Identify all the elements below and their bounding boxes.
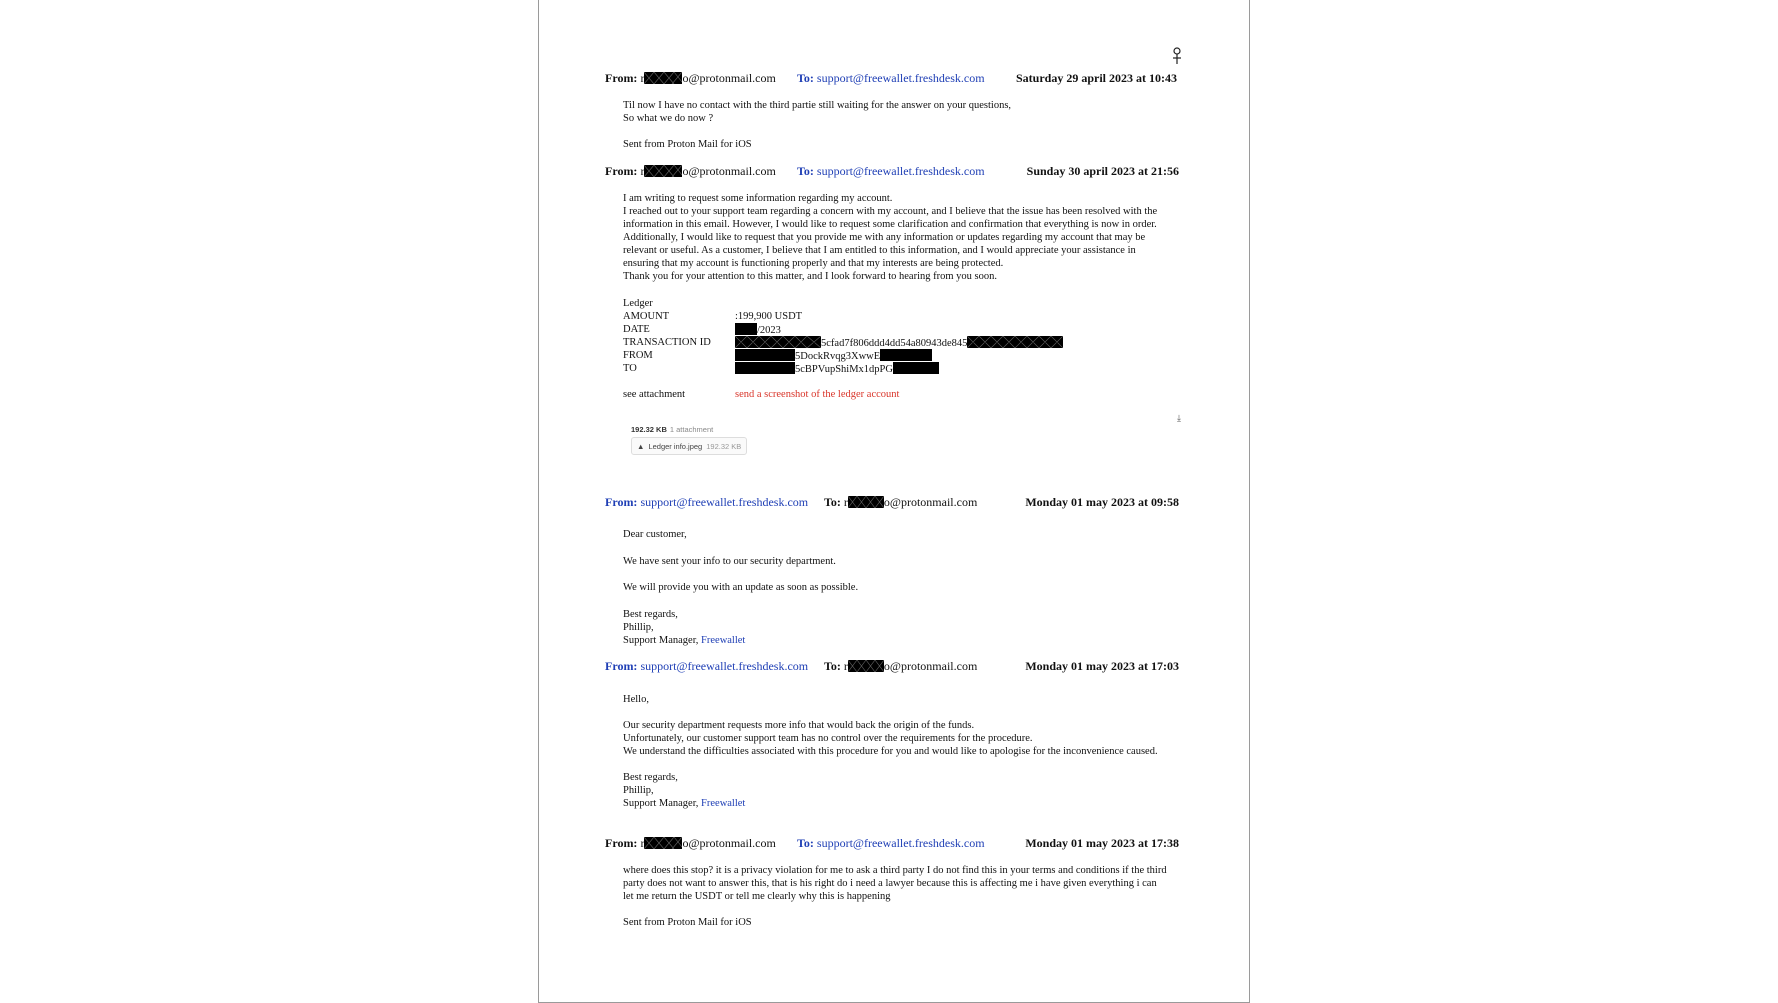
- attachment-note: send a screenshot of the ledger account: [735, 389, 900, 400]
- body-line: I am writing to request some information regarding my account.: [623, 193, 893, 204]
- image-icon: ▲: [637, 441, 645, 451]
- body-line: [623, 541, 858, 555]
- body-line: We understand the difficulties associated with this procedure for you and would like to apologise for the inconvenience caused.: [623, 746, 1158, 757]
- email-1-header: [605, 71, 776, 86]
- body-line: Best regards,: [623, 608, 678, 620]
- freewallet-link[interactable]: Freewallet: [701, 634, 746, 646]
- email-3-to: [824, 495, 977, 510]
- email-4-date: Monday 01 may 2023 at 17:03: [1025, 659, 1179, 673]
- body-line: Til now I have no contact with the third partie still waiting for the answer on your questions,: [623, 100, 1012, 111]
- email-5-date: Monday 01 may 2023 at 17:38: [1025, 836, 1179, 850]
- email-2-to: [797, 164, 985, 179]
- email-3-body: [623, 528, 858, 647]
- redaction: [880, 349, 932, 361]
- ledger-value: :199,900 USDT: [735, 311, 803, 322]
- body-line: relevant or useful. As a customer, I believe that I am entitled to this information, and I would appreciate your assistance in: [623, 245, 1136, 256]
- to-address[interactable]: support@freewallet.freshdesk.com: [816, 71, 985, 85]
- body-line: where does this stop? it is a privacy violation for me to ask a third party I do not find this in your terms and conditions if the third: [623, 865, 1167, 876]
- redaction: [893, 362, 939, 374]
- redaction: [735, 362, 795, 374]
- body-line: So what we do now ?: [623, 113, 714, 124]
- from-address[interactable]: support@freewallet.freshdesk.com: [640, 495, 809, 509]
- to-address[interactable]: support@freewallet.freshdesk.com: [816, 164, 985, 178]
- redaction: [967, 336, 1063, 348]
- body-line: ensuring that my account is functioning properly and that my interests are being protected.: [623, 258, 1004, 269]
- to-address[interactable]: r o@protonmail.com: [843, 495, 978, 509]
- from-address[interactable]: support@freewallet.freshdesk.com: [640, 659, 809, 673]
- person-icon: [1171, 47, 1183, 65]
- download-icon[interactable]: ⤓: [1177, 413, 1181, 423]
- redaction: [644, 837, 682, 849]
- redaction: [848, 496, 884, 508]
- attachment-summary: [631, 419, 713, 437]
- attachment-size: 192.32 KB: [631, 425, 667, 434]
- body-line: information in this email. However, I would like to request some clarification and confirmation that everything is now in order.: [623, 219, 1157, 230]
- email-5-header: [605, 836, 776, 851]
- email-1-to: [797, 71, 985, 86]
- ledger-title: Ledger: [623, 298, 653, 309]
- attachment-file-size: 192.32 KB: [706, 441, 742, 451]
- signature: Support Manager, Freewallet: [623, 798, 746, 809]
- ledger-value: 5cfad7f806ddd4dd54a80943de845: [735, 336, 1063, 350]
- body-line: Phillip,: [623, 621, 654, 633]
- to-label: To:: [797, 164, 814, 178]
- attachment-panel: [621, 413, 1181, 463]
- to-label: To:: [797, 836, 814, 850]
- ledger-key: FROM: [623, 350, 653, 361]
- ledger-key: TRANSACTION ID: [623, 337, 711, 348]
- to-address[interactable]: support@freewallet.freshdesk.com: [816, 836, 985, 850]
- body-line: Our security department requests more info that would back the origin of the funds.: [623, 720, 975, 731]
- redaction: [644, 165, 682, 177]
- to-address[interactable]: r o@protonmail.com: [843, 659, 978, 673]
- redaction: [735, 336, 821, 348]
- ledger-value: 5cBPVupShiMx1dpPG: [735, 362, 939, 376]
- signature: Support Manager, Freewallet: [623, 634, 746, 646]
- email-2-header: [605, 164, 776, 179]
- body-line: We have sent your info to our security department.: [623, 555, 836, 567]
- body-line: [623, 125, 1011, 138]
- document-page: [538, 0, 1250, 1003]
- body-line: I reached out to your support team regarding a concern with my account, and I believe that the issue has been resolved with the: [623, 206, 1158, 217]
- redaction: [848, 660, 884, 672]
- to-label: To:: [824, 495, 841, 509]
- to-label: To:: [797, 71, 814, 85]
- freewallet-link[interactable]: Freewallet: [701, 798, 746, 809]
- attachment-chip[interactable]: [631, 437, 747, 455]
- from-label: From:: [605, 164, 638, 178]
- from-address[interactable]: r o@protonmail.com: [640, 836, 776, 850]
- email-3-header: [605, 495, 808, 510]
- ledger-key: DATE: [623, 324, 650, 335]
- body-line: Phillip,: [623, 785, 654, 796]
- body-line: [623, 706, 1158, 719]
- redaction: [735, 323, 757, 335]
- body-line: party does not want to answer this, that is his right do i need a lawyer because this is affecting me i have given everything i can: [623, 878, 1157, 889]
- body-line: Sent from Proton Mail for iOS: [623, 139, 752, 150]
- body-line: [623, 594, 858, 608]
- from-label: From:: [605, 836, 638, 850]
- redaction: [644, 72, 682, 84]
- ledger-value: 5DockRvqg3XwwE: [735, 349, 932, 363]
- redaction: [735, 349, 795, 361]
- email-4-header: [605, 659, 808, 674]
- body-line: [623, 903, 1167, 916]
- email-4-body: [623, 693, 1158, 810]
- email-2-date: Sunday 30 april 2023 at 21:56: [1026, 164, 1179, 178]
- to-label: To:: [824, 659, 841, 673]
- ledger-key: AMOUNT: [623, 311, 670, 322]
- from-label: From:: [605, 71, 638, 85]
- email-1-body: [623, 99, 1011, 151]
- body-line: Unfortunately, our customer support team has no control over the requirements for the procedure.: [623, 733, 1033, 744]
- body-line: let me return the USDT or tell me clearly why this is happening: [623, 891, 891, 902]
- body-line: Best regards,: [623, 772, 678, 783]
- body-line: Additionally, I would like to request that you provide me with any information or updates regarding my account that may be: [623, 232, 1146, 243]
- email-5-to: [797, 836, 985, 851]
- body-line: Hello,: [623, 694, 649, 705]
- body-line: [623, 568, 858, 582]
- body-line: [623, 758, 1158, 771]
- see-attachment-label: see attachment: [623, 389, 686, 400]
- attachment-count: 1 attachment: [669, 425, 714, 434]
- email-2-body: [623, 192, 1157, 283]
- email-4-to: [824, 659, 977, 674]
- from-label: From:: [605, 495, 638, 509]
- body-line: Dear customer,: [623, 529, 687, 540]
- ledger-key: TO: [623, 363, 637, 374]
- ledger-value: /2023: [735, 323, 781, 337]
- from-address[interactable]: r o@protonmail.com: [640, 164, 776, 178]
- from-label: From:: [605, 659, 638, 673]
- body-line: We will provide you with an update as soon as possible.: [623, 582, 859, 593]
- body-line: Sent from Proton Mail for iOS: [623, 917, 752, 928]
- attachment-filename: Ledger info.jpeg: [648, 441, 703, 451]
- body-line: Thank you for your attention to this matter, and I look forward to hearing from you soon.: [623, 271, 997, 282]
- email-1-date: Saturday 29 april 2023 at 10:43: [1015, 71, 1177, 85]
- from-address[interactable]: r o@protonmail.com: [640, 71, 776, 85]
- email-5-body: [623, 864, 1167, 929]
- email-3-date: Monday 01 may 2023 at 09:58: [1025, 495, 1179, 509]
